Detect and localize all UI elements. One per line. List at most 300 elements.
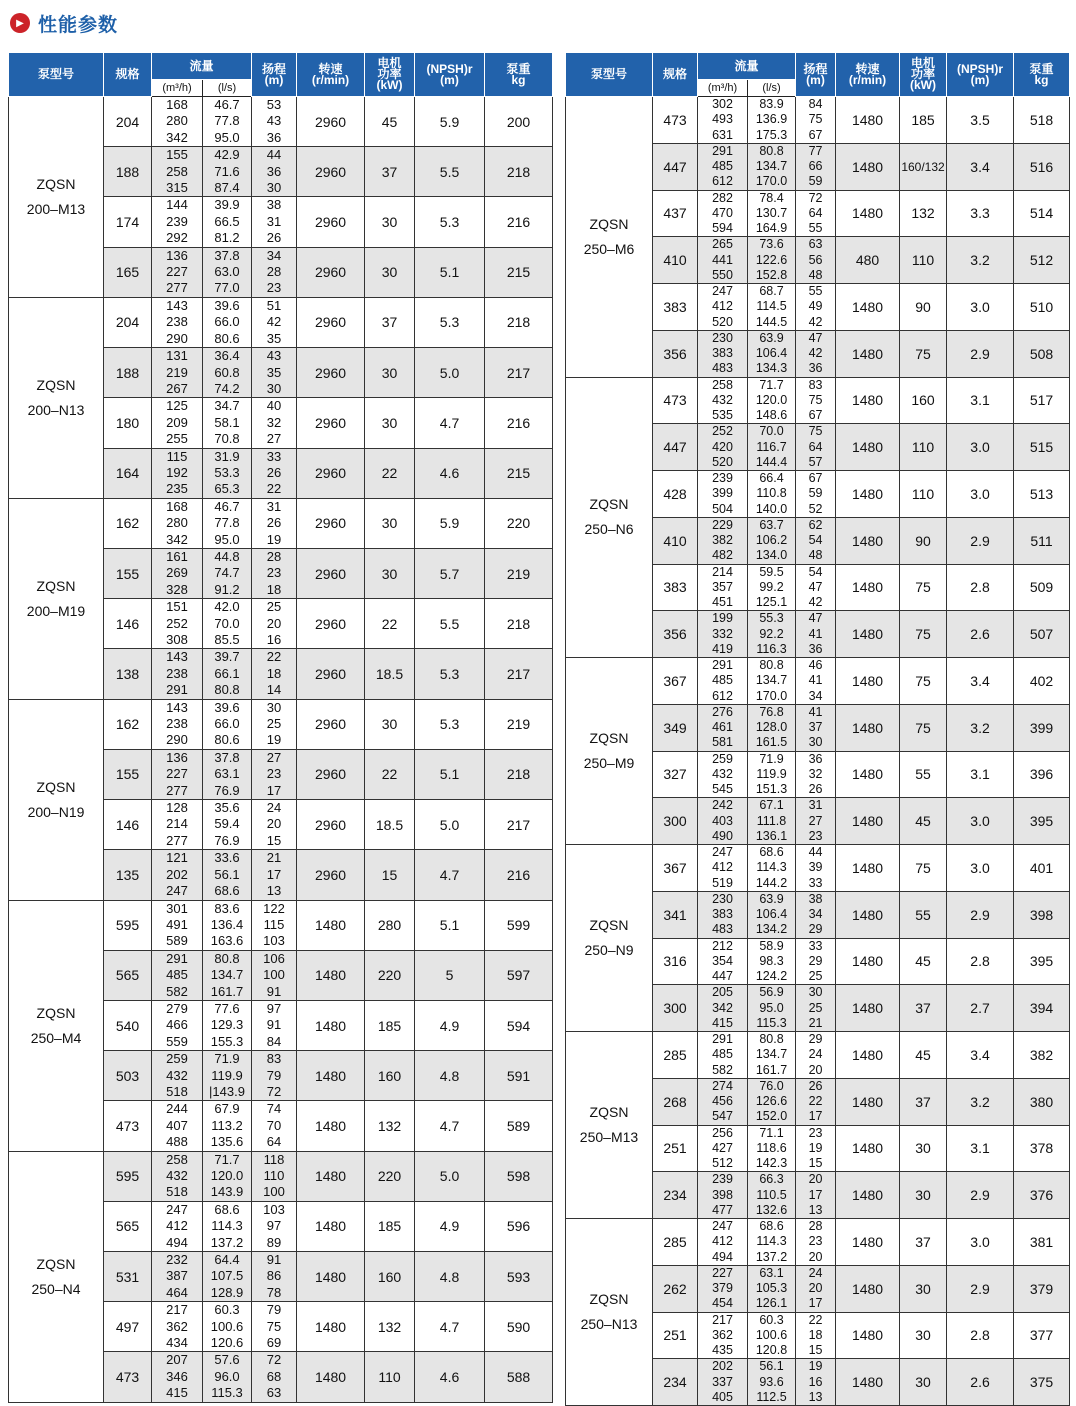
flow-ls-cell: 78.4 130.7 164.9	[748, 190, 796, 237]
weight-cell: 215	[485, 247, 553, 297]
speed-cell: 1480	[836, 704, 900, 751]
speed-cell: 1480	[297, 1000, 365, 1050]
flow-ls-cell: 60.3 100.6 120.8	[748, 1312, 796, 1359]
power-cell: 30	[365, 548, 415, 598]
flow-m3h-cell: 217 362 434	[152, 1302, 203, 1352]
flow-m3h-cell: 207 346 415	[152, 1352, 203, 1402]
power-cell: 185	[900, 97, 947, 144]
flow-ls-cell: 71.1 118.6 142.3	[748, 1125, 796, 1172]
flow-m3h-cell: 136 227 277	[152, 247, 203, 297]
npsh-cell: 5.1	[415, 749, 485, 799]
head-cell: 22 18 14	[252, 649, 297, 699]
head-cell: 41 37 30	[796, 704, 836, 751]
weight-cell: 588	[485, 1352, 553, 1402]
npsh-cell: 5.3	[415, 699, 485, 749]
speed-cell: 2960	[297, 599, 365, 649]
speed-cell: 1480	[836, 97, 900, 144]
head-cell: 118 110 100	[252, 1151, 297, 1201]
spec-cell: 300	[653, 798, 698, 845]
flow-ls-cell: 71.9 119.9 151.3	[748, 751, 796, 798]
speed-cell: 1480	[836, 564, 900, 611]
weight-cell: 596	[485, 1201, 553, 1251]
npsh-cell: 4.7	[415, 398, 485, 448]
spec-cell: 300	[653, 985, 698, 1032]
col-flow-ls: (l/s)	[203, 80, 252, 97]
flow-ls-cell: 35.6 59.4 76.9	[203, 800, 252, 850]
speed-cell: 1480	[297, 1252, 365, 1302]
flow-m3h-cell: 239 399 504	[698, 471, 748, 518]
npsh-cell: 3.2	[947, 1078, 1014, 1125]
speed-cell: 1480	[297, 1201, 365, 1251]
model-cell: ZQSN 200–M13	[9, 97, 104, 298]
power-cell: 30	[900, 1359, 947, 1406]
weight-cell: 399	[1014, 704, 1070, 751]
power-cell: 55	[900, 751, 947, 798]
power-cell: 280	[365, 900, 415, 950]
spec-cell: 188	[104, 348, 152, 398]
weight-cell: 401	[1014, 845, 1070, 892]
flow-m3h-cell: 230 383 483	[698, 891, 748, 938]
npsh-cell: 4.7	[415, 850, 485, 900]
flow-m3h-cell: 247 412 520	[698, 284, 748, 331]
spec-cell: 497	[104, 1302, 152, 1352]
weight-cell: 394	[1014, 985, 1070, 1032]
speed-cell: 2960	[297, 548, 365, 598]
spec-cell: 565	[104, 950, 152, 1000]
flow-ls-cell: 59.5 99.2 125.1	[748, 564, 796, 611]
flow-m3h-cell: 202 337 405	[698, 1359, 748, 1406]
power-cell: 30	[900, 1312, 947, 1359]
spec-cell: 146	[104, 800, 152, 850]
flow-ls-cell: 68.6 114.3 144.2	[748, 845, 796, 892]
flow-m3h-cell: 143 238 291	[152, 649, 203, 699]
head-cell: 62 54 48	[796, 517, 836, 564]
npsh-cell: 2.8	[947, 938, 1014, 985]
flow-m3h-cell: 265 441 550	[698, 237, 748, 284]
head-cell: 43 35 30	[252, 348, 297, 398]
power-cell: 75	[900, 658, 947, 705]
table-row	[9, 1151, 553, 1201]
head-cell: 51 42 35	[252, 297, 297, 347]
flow-m3h-cell: 252 420 520	[698, 424, 748, 471]
weight-cell: 593	[485, 1252, 553, 1302]
spec-cell: 188	[104, 147, 152, 197]
weight-cell: 591	[485, 1051, 553, 1101]
weight-cell: 218	[485, 749, 553, 799]
table-row	[566, 377, 1070, 424]
spec-cell: 204	[104, 297, 152, 347]
flow-m3h-cell: 217 362 435	[698, 1312, 748, 1359]
weight-cell: 376	[1014, 1172, 1070, 1219]
flow-ls-cell: 56.9 95.0 115.3	[748, 985, 796, 1032]
head-cell: 97 91 84	[252, 1000, 297, 1050]
head-cell: 36 32 26	[796, 751, 836, 798]
speed-cell: 1480	[836, 190, 900, 237]
col-spec: 规格	[653, 53, 698, 97]
flow-ls-cell: 63.9 106.4 134.2	[748, 891, 796, 938]
npsh-cell: 5.5	[415, 599, 485, 649]
npsh-cell: 3.3	[947, 190, 1014, 237]
flow-m3h-cell: 247 412 519	[698, 845, 748, 892]
head-cell: 38 31 26	[252, 197, 297, 247]
npsh-cell: 2.9	[947, 1265, 1014, 1312]
table-row	[566, 658, 1070, 705]
speed-cell: 1480	[836, 1359, 900, 1406]
table-row	[9, 900, 553, 950]
speed-cell: 2960	[297, 398, 365, 448]
flow-m3h-cell: 214 357 451	[698, 564, 748, 611]
spec-cell: 356	[653, 330, 698, 377]
spec-cell: 503	[104, 1051, 152, 1101]
spec-cell: 162	[104, 699, 152, 749]
weight-cell: 200	[485, 97, 553, 147]
head-cell: 44 36 30	[252, 147, 297, 197]
speed-cell: 1480	[836, 1312, 900, 1359]
col-npsh: (NPSH)r (m)	[415, 53, 485, 97]
spec-cell: 473	[653, 97, 698, 144]
power-cell: 18.5	[365, 800, 415, 850]
flow-m3h-cell: 259 432 518	[152, 1051, 203, 1101]
head-cell: 106 100 91	[252, 950, 297, 1000]
speed-cell: 2960	[297, 297, 365, 347]
col-flow: 流量	[152, 53, 252, 80]
flow-m3h-cell: 247 412 494	[698, 1219, 748, 1266]
table-row	[9, 699, 553, 749]
spec-cell: 155	[104, 749, 152, 799]
weight-cell: 215	[485, 448, 553, 498]
flow-m3h-cell: 205 342 415	[698, 985, 748, 1032]
power-cell: 30	[365, 498, 415, 548]
head-cell: 74 70 64	[252, 1101, 297, 1151]
table-row	[9, 498, 553, 548]
weight-cell: 216	[485, 398, 553, 448]
speed-cell: 1480	[836, 424, 900, 471]
spec-cell: 447	[653, 424, 698, 471]
speed-cell: 2960	[297, 850, 365, 900]
spec-cell: 174	[104, 197, 152, 247]
npsh-cell: 5.9	[415, 498, 485, 548]
head-cell: 84 75 67	[796, 97, 836, 144]
power-cell: 45	[900, 1032, 947, 1079]
spec-cell: 447	[653, 143, 698, 190]
power-cell: 37	[900, 1078, 947, 1125]
flow-m3h-cell: 151 252 308	[152, 599, 203, 649]
flow-ls-cell: 77.6 129.3 155.3	[203, 1000, 252, 1050]
model-cell: ZQSN 200–N13	[9, 297, 104, 498]
flow-m3h-cell: 258 432 518	[152, 1151, 203, 1201]
weight-cell: 509	[1014, 564, 1070, 611]
weight-cell: 517	[1014, 377, 1070, 424]
npsh-cell: 2.6	[947, 1359, 1014, 1406]
speed-cell: 2960	[297, 649, 365, 699]
npsh-cell: 2.9	[947, 330, 1014, 377]
npsh-cell: 3.4	[947, 658, 1014, 705]
head-cell: 83 79 72	[252, 1051, 297, 1101]
speed-cell: 2960	[297, 97, 365, 147]
table-row	[566, 1032, 1070, 1079]
col-weight: 泵重 kg	[1014, 53, 1070, 97]
power-cell: 160	[365, 1051, 415, 1101]
spec-cell: 383	[653, 284, 698, 331]
npsh-cell: 3.0	[947, 798, 1014, 845]
head-cell: 91 86 78	[252, 1252, 297, 1302]
table-row	[9, 297, 553, 347]
flow-ls-cell: 80.8 134.7 170.0	[748, 658, 796, 705]
flow-ls-cell: 63.9 106.4 134.3	[748, 330, 796, 377]
npsh-cell: 2.8	[947, 1312, 1014, 1359]
npsh-cell: 4.6	[415, 1352, 485, 1402]
table-header	[9, 53, 553, 97]
flow-ls-cell: 76.0 126.6 152.0	[748, 1078, 796, 1125]
weight-cell: 219	[485, 548, 553, 598]
npsh-cell: 4.8	[415, 1051, 485, 1101]
performance-table-left	[8, 52, 553, 1403]
model-cell: ZQSN 250–N6	[566, 377, 653, 658]
weight-cell: 375	[1014, 1359, 1070, 1406]
flow-ls-cell: 37.8 63.1 76.9	[203, 749, 252, 799]
flow-m3h-cell: 291 485 582	[698, 1032, 748, 1079]
weight-cell: 515	[1014, 424, 1070, 471]
head-cell: 72 64 55	[796, 190, 836, 237]
flow-m3h-cell: 128 214 277	[152, 800, 203, 850]
power-cell: 22	[365, 749, 415, 799]
speed-cell: 1480	[297, 1101, 365, 1151]
npsh-cell: 5.3	[415, 197, 485, 247]
npsh-cell: 4.9	[415, 1000, 485, 1050]
flow-ls-cell: 58.9 98.3 124.2	[748, 938, 796, 985]
flow-ls-cell: 80.8 134.7 170.0	[748, 143, 796, 190]
weight-cell: 597	[485, 950, 553, 1000]
spec-cell: 180	[104, 398, 152, 448]
npsh-cell: 4.9	[415, 1201, 485, 1251]
flow-ls-cell: 64.4 107.5 128.9	[203, 1252, 252, 1302]
speed-cell: 1480	[836, 471, 900, 518]
flow-ls-cell: 63.1 105.3 126.1	[748, 1265, 796, 1312]
head-cell: 54 47 42	[796, 564, 836, 611]
head-cell: 30 25 19	[252, 699, 297, 749]
speed-cell: 1480	[836, 611, 900, 658]
npsh-cell: 4.7	[415, 1101, 485, 1151]
power-cell: 75	[900, 330, 947, 377]
col-head: 扬程 (m)	[252, 53, 297, 97]
power-cell: 37	[365, 297, 415, 347]
flow-m3h-cell: 161 269 328	[152, 548, 203, 598]
speed-cell: 1480	[836, 891, 900, 938]
head-cell: 24 20 17	[796, 1265, 836, 1312]
weight-cell: 218	[485, 599, 553, 649]
speed-cell: 1480	[836, 845, 900, 892]
head-cell: 103 97 89	[252, 1201, 297, 1251]
col-flow-ls: (l/s)	[748, 80, 796, 97]
speed-cell: 1480	[836, 1172, 900, 1219]
speed-cell: 1480	[836, 938, 900, 985]
npsh-cell: 5.3	[415, 297, 485, 347]
power-cell: 110	[900, 471, 947, 518]
performance-table-right	[565, 52, 1070, 1406]
power-cell: 220	[365, 1151, 415, 1201]
model-cell: ZQSN 250–M9	[566, 658, 653, 845]
flow-m3h-cell: 121 202 247	[152, 850, 203, 900]
spec-cell: 285	[653, 1032, 698, 1079]
power-cell: 75	[900, 564, 947, 611]
npsh-cell: 3.0	[947, 1219, 1014, 1266]
flow-ls-cell: 83.6 136.4 163.6	[203, 900, 252, 950]
power-cell: 160/132	[900, 143, 947, 190]
speed-cell: 2960	[297, 197, 365, 247]
col-spec: 规格	[104, 53, 152, 97]
flow-m3h-cell: 239 398 477	[698, 1172, 748, 1219]
speed-cell: 1480	[297, 1352, 365, 1402]
npsh-cell: 3.0	[947, 845, 1014, 892]
flow-ls-cell: 66.3 110.5 132.6	[748, 1172, 796, 1219]
weight-cell: 395	[1014, 938, 1070, 985]
flow-m3h-cell: 143 238 290	[152, 699, 203, 749]
flow-m3h-cell: 247 412 494	[152, 1201, 203, 1251]
power-cell: 37	[900, 1219, 947, 1266]
head-cell: 23 19 15	[796, 1125, 836, 1172]
flow-m3h-cell: 276 461 581	[698, 704, 748, 751]
weight-cell: 508	[1014, 330, 1070, 377]
speed-cell: 2960	[297, 800, 365, 850]
power-cell: 30	[365, 247, 415, 297]
power-cell: 90	[900, 284, 947, 331]
flow-m3h-cell: 302 493 631	[698, 97, 748, 144]
flow-ls-cell: 60.3 100.6 120.6	[203, 1302, 252, 1352]
spec-cell: 595	[104, 900, 152, 950]
weight-cell: 217	[485, 800, 553, 850]
flow-m3h-cell: 232 387 464	[152, 1252, 203, 1302]
head-cell: 55 49 42	[796, 284, 836, 331]
flow-m3h-cell: 212 354 447	[698, 938, 748, 985]
weight-cell: 381	[1014, 1219, 1070, 1266]
table-row	[566, 845, 1070, 892]
spec-cell: 138	[104, 649, 152, 699]
spec-cell: 595	[104, 1151, 152, 1201]
npsh-cell: 5	[415, 950, 485, 1000]
weight-cell: 217	[485, 348, 553, 398]
spec-cell: 204	[104, 97, 152, 147]
weight-cell: 516	[1014, 143, 1070, 190]
spec-cell: 164	[104, 448, 152, 498]
power-cell: 45	[365, 97, 415, 147]
head-cell: 46 41 34	[796, 658, 836, 705]
head-cell: 28 23 20	[796, 1219, 836, 1266]
power-cell: 75	[900, 704, 947, 751]
speed-cell: 2960	[297, 247, 365, 297]
flow-m3h-cell: 274 456 547	[698, 1078, 748, 1125]
speed-cell: 1480	[836, 1219, 900, 1266]
head-cell: 25 20 16	[252, 599, 297, 649]
spec-cell: 135	[104, 850, 152, 900]
weight-cell: 510	[1014, 284, 1070, 331]
npsh-cell: 3.0	[947, 424, 1014, 471]
head-cell: 24 20 15	[252, 800, 297, 850]
spec-cell: 316	[653, 938, 698, 985]
weight-cell: 395	[1014, 798, 1070, 845]
weight-cell: 218	[485, 297, 553, 347]
power-cell: 90	[900, 517, 947, 564]
spec-cell: 383	[653, 564, 698, 611]
npsh-cell: 4.8	[415, 1252, 485, 1302]
spec-cell: 155	[104, 548, 152, 598]
head-cell: 30 25 21	[796, 985, 836, 1032]
weight-cell: 220	[485, 498, 553, 548]
power-cell: 30	[900, 1172, 947, 1219]
head-cell: 47 41 36	[796, 611, 836, 658]
head-cell: 40 32 27	[252, 398, 297, 448]
weight-cell: 219	[485, 699, 553, 749]
flow-ls-cell: 37.8 63.0 77.0	[203, 247, 252, 297]
col-flow: 流量	[698, 53, 796, 80]
npsh-cell: 2.9	[947, 517, 1014, 564]
npsh-cell: 5.5	[415, 147, 485, 197]
flow-ls-cell: 83.9 136.9 175.3	[748, 97, 796, 144]
table-header	[566, 53, 1070, 97]
speed-cell: 2960	[297, 749, 365, 799]
spec-cell: 349	[653, 704, 698, 751]
flow-ls-cell: 46.7 77.8 95.0	[203, 97, 252, 147]
flow-ls-cell: 73.6 122.6 152.8	[748, 237, 796, 284]
weight-cell: 380	[1014, 1078, 1070, 1125]
head-cell: 20 17 13	[796, 1172, 836, 1219]
flow-m3h-cell: 242 403 490	[698, 798, 748, 845]
spec-cell: 262	[653, 1265, 698, 1312]
power-cell: 132	[900, 190, 947, 237]
npsh-cell: 5.1	[415, 247, 485, 297]
flow-m3h-cell: 199 332 419	[698, 611, 748, 658]
head-cell: 22 18 15	[796, 1312, 836, 1359]
head-cell: 72 68 63	[252, 1352, 297, 1402]
spec-cell: 341	[653, 891, 698, 938]
npsh-cell: 3.1	[947, 377, 1014, 424]
weight-cell: 518	[1014, 97, 1070, 144]
head-cell: 122 115 103	[252, 900, 297, 950]
model-cell: ZQSN 250–M13	[566, 1032, 653, 1219]
weight-cell: 590	[485, 1302, 553, 1352]
npsh-cell: 2.7	[947, 985, 1014, 1032]
weight-cell: 216	[485, 197, 553, 247]
col-power: 电机 功率 (kW)	[900, 53, 947, 97]
npsh-cell: 3.0	[947, 471, 1014, 518]
flow-ls-cell: 39.6 66.0 80.6	[203, 297, 252, 347]
npsh-cell: 3.4	[947, 143, 1014, 190]
flow-ls-cell: 76.8 128.0 161.5	[748, 704, 796, 751]
weight-cell: 511	[1014, 517, 1070, 564]
spec-cell: 531	[104, 1252, 152, 1302]
spec-cell: 162	[104, 498, 152, 548]
model-cell: ZQSN 200–N19	[9, 699, 104, 900]
spec-cell: 473	[104, 1101, 152, 1151]
weight-cell: 589	[485, 1101, 553, 1151]
npsh-cell: 5.1	[415, 900, 485, 950]
speed-cell: 1480	[836, 1078, 900, 1125]
flow-m3h-cell: 282 470 594	[698, 190, 748, 237]
flow-m3h-cell: 168 280 342	[152, 498, 203, 548]
flow-ls-cell: 68.7 114.5 144.5	[748, 284, 796, 331]
table-body	[566, 97, 1070, 1406]
speed-cell: 1480	[836, 1125, 900, 1172]
head-cell: 47 42 36	[796, 330, 836, 377]
flow-ls-cell: 36.4 60.8 74.2	[203, 348, 252, 398]
head-cell: 28 23 18	[252, 548, 297, 598]
model-cell: ZQSN 200–M19	[9, 498, 104, 699]
head-cell: 27 23 17	[252, 749, 297, 799]
spec-cell: 234	[653, 1359, 698, 1406]
table-body	[9, 97, 553, 1403]
flow-m3h-cell: 279 466 559	[152, 1000, 203, 1050]
spec-cell: 367	[653, 845, 698, 892]
head-cell: 63 56 48	[796, 237, 836, 284]
